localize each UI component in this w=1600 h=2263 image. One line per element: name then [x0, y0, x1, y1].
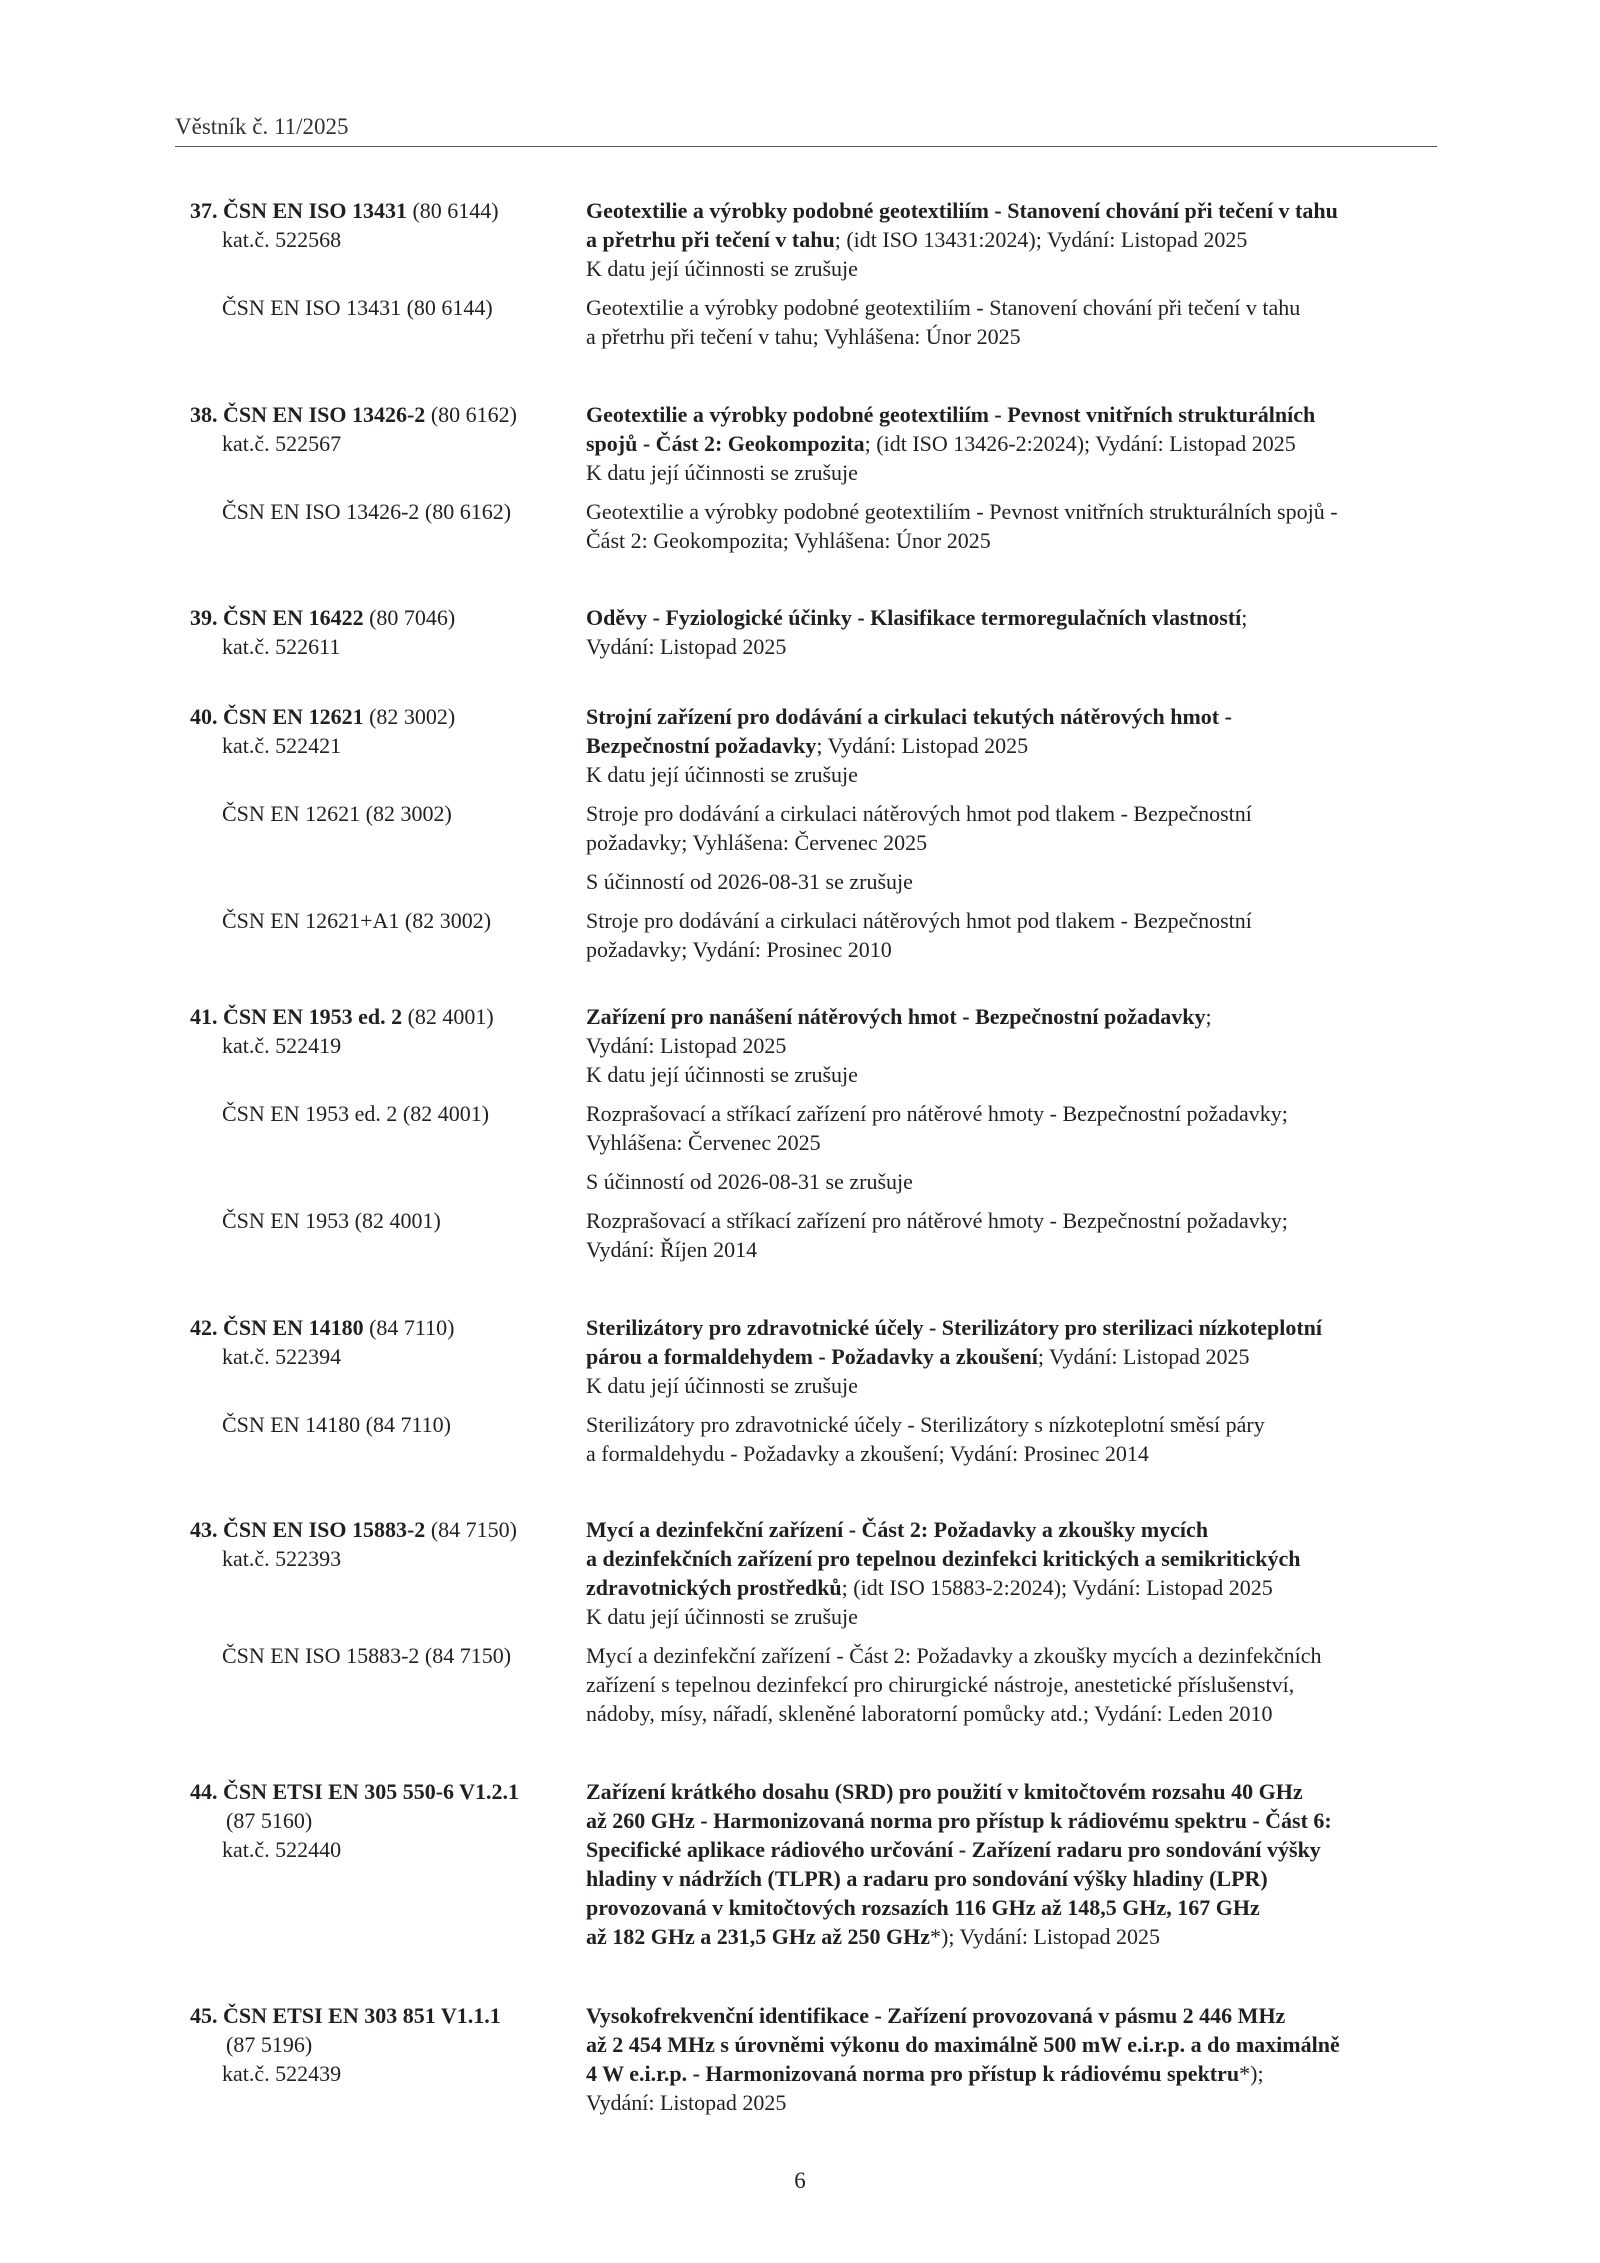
title-text: K datu její účinnosti se zrušuje — [586, 1604, 858, 1629]
standard-identifier — [190, 1777, 580, 1864]
entry-number: 38. — [190, 402, 218, 427]
entry-number: 40. — [190, 704, 218, 729]
replaced-title — [586, 1099, 1440, 1157]
replaced-title-line: a formaldehydu - Požadavky a zkoušení; Vydání: Prosinec 2014 — [586, 1441, 1149, 1466]
replaced-identifier — [190, 497, 580, 526]
title-bold: Vysokofrekvenční identifikace - Zařízení provozovaná v pásmu 2 446 MHz — [586, 2003, 1286, 2028]
replaced-standard — [190, 497, 1440, 555]
standard-number — [190, 1779, 519, 1804]
replaced-code: ČSN EN ISO 13426-2 (80 6162) — [222, 499, 512, 524]
title-line — [586, 2059, 1440, 2088]
replaced-identifier — [190, 293, 580, 322]
standard-entry — [190, 196, 1440, 351]
classification-code: (87 5196) — [226, 2032, 313, 2057]
title-bold: hladiny v nádržích (TLPR) a radaru pro sondování výšky hladiny (LPR) — [586, 1866, 1268, 1891]
replaced-standard — [190, 906, 1440, 964]
title-line — [586, 731, 1440, 760]
standard-identifier — [190, 1515, 580, 1573]
entry-number: 44. — [190, 1779, 218, 1804]
standard-entry — [190, 603, 1440, 661]
entry-number: 43. — [190, 1517, 218, 1542]
classification-code: (84 7110) — [369, 1315, 455, 1340]
title-bold: Mycí a dezinfekční zařízení - Část 2: Požadavky a zkoušky mycích — [586, 1517, 1209, 1542]
title-bold: Strojní zařízení pro dodávání a cirkulaci tekutých nátěrových hmot - — [586, 704, 1232, 729]
standard-title — [586, 400, 1440, 487]
new-standard — [190, 1002, 1440, 1089]
title-bold: Oděvy - Fyziologické účinky - Klasifikace termoregulačních vlastností — [586, 605, 1242, 630]
title-line — [586, 1835, 1440, 1864]
title-text: K datu její účinnosti se zrušuje — [586, 256, 858, 281]
title-text: Vydání: Listopad 2025 — [586, 1033, 787, 1058]
title-line — [586, 760, 1440, 789]
new-standard — [190, 1777, 1440, 1951]
standard-code: ČSN EN ISO 15883-2 — [223, 1517, 426, 1542]
replaced-title-line: Stroje pro dodávání a cirkulaci nátěrových hmot pod tlakem - Bezpečnostní — [586, 908, 1252, 933]
replaced-title — [586, 497, 1440, 555]
standard-entry — [190, 702, 1440, 964]
replaced-code: ČSN EN 12621+A1 (82 3002) — [222, 908, 492, 933]
title-text: ; — [1241, 605, 1248, 630]
replaced-title-line: nádoby, mísy, nářadí, skleněné laboratorní pomůcky atd.; Vydání: Leden 2010 — [586, 1701, 1273, 1726]
standard-code: ČSN EN 1953 ed. 2 — [223, 1004, 403, 1029]
replaced-title-line: Stroje pro dodávání a cirkulaci nátěrových hmot pod tlakem - Bezpečnostní — [586, 801, 1252, 826]
title-bold: a dezinfekčních zařízení pro tepelnou dezinfekci kritických a semikritických — [586, 1546, 1301, 1571]
standard-code-line — [190, 1002, 580, 1031]
title-text: ; (idt ISO 13431:2024); Vydání: Listopad 2025 — [834, 227, 1248, 252]
classification-code: (80 6144) — [412, 198, 499, 223]
title-bold: až 182 GHz a 231,5 GHz až 250 GHz — [586, 1924, 930, 1949]
title-bold: Sterilizátory pro zdravotnické účely - Sterilizátory pro sterilizaci nízkoteplotní — [586, 1315, 1323, 1340]
new-standard — [190, 702, 1440, 789]
replaced-title — [586, 1641, 1440, 1728]
entry-number: 42. — [190, 1315, 218, 1340]
catalog-number: kat.č. 522394 — [222, 1344, 342, 1369]
title-line — [586, 1777, 1440, 1806]
replaced-title — [586, 1410, 1440, 1468]
replaced-title-line: Část 2: Geokompozita; Vyhlášena: Únor 2025 — [586, 528, 991, 553]
title-line — [586, 429, 1440, 458]
replaced-standard — [190, 1410, 1440, 1468]
new-standard — [190, 400, 1440, 487]
standard-code: ČSN EN ISO 13426-2 — [223, 402, 426, 427]
title-bold: spojů - Část 2: Geokompozita — [586, 431, 865, 456]
classification-code: (80 6162) — [430, 402, 517, 427]
classification-code: (84 7150) — [430, 1517, 517, 1542]
title-text: K datu její účinnosti se zrušuje — [586, 762, 858, 787]
title-line — [586, 1544, 1440, 1573]
title-line — [586, 1806, 1440, 1835]
classification-code: (87 5160) — [226, 1808, 313, 1833]
replaced-identifier — [190, 799, 580, 828]
title-bold: Zařízení pro nanášení nátěrových hmot - Bezpečnostní požadavky — [586, 1004, 1206, 1029]
catalog-number: kat.č. 522440 — [222, 1837, 342, 1862]
standard-code: ČSN EN 16422 — [223, 605, 364, 630]
new-standard — [190, 603, 1440, 661]
title-text: ; Vydání: Listopad 2025 — [1037, 1344, 1250, 1369]
standard-identifier — [190, 603, 580, 661]
standard-number — [190, 1517, 425, 1542]
replaced-standard — [190, 1641, 1440, 1728]
catalog-number: kat.č. 522568 — [222, 227, 342, 252]
standard-code-line — [190, 1777, 580, 1806]
classification-code: (82 4001) — [407, 1004, 494, 1029]
new-standard — [190, 2001, 1440, 2117]
replaced-title-line: požadavky; Vyhlášena: Červenec 2025 — [586, 830, 928, 855]
standard-title — [586, 196, 1440, 283]
title-line — [586, 1893, 1440, 1922]
standard-code: ČSN EN 12621 — [223, 704, 364, 729]
standard-entry — [190, 1313, 1440, 1468]
title-text: ; Vydání: Listopad 2025 — [816, 733, 1029, 758]
standard-identifier — [190, 1002, 580, 1060]
title-bold: provozovaná v kmitočtových rozsazích 116 GHz až 148,5 GHz, 167 GHz — [586, 1895, 1260, 1920]
standard-number — [190, 402, 425, 427]
standard-code: ČSN ETSI EN 305 550-6 V1.2.1 — [223, 1779, 520, 1804]
replaced-identifier — [190, 906, 580, 935]
standard-entry — [190, 2001, 1440, 2117]
replaced-standard — [190, 293, 1440, 351]
standard-number — [190, 605, 364, 630]
title-line — [586, 225, 1440, 254]
title-line — [586, 2088, 1440, 2117]
title-line — [586, 1864, 1440, 1893]
new-standard — [190, 196, 1440, 283]
catalog-number: kat.č. 522393 — [222, 1546, 342, 1571]
standard-title — [586, 2001, 1440, 2117]
standard-identifier — [190, 1313, 580, 1371]
catalog-number: kat.č. 522439 — [222, 2061, 342, 2086]
title-line — [586, 702, 1440, 731]
replaced-identifier — [190, 1206, 580, 1235]
title-line — [586, 2030, 1440, 2059]
entry-number: 39. — [190, 605, 218, 630]
withdrawal-note-text: S účinností od 2026-08-31 se zrušuje — [586, 869, 913, 894]
catalog-number: kat.č. 522421 — [222, 733, 342, 758]
replaced-title-line: Mycí a dezinfekční zařízení - Část 2: Požadavky a zkoušky mycích a dezinfekčních — [586, 1643, 1322, 1668]
standard-identifier — [190, 400, 580, 458]
replaced-code: ČSN EN 1953 ed. 2 (82 4001) — [222, 1101, 490, 1126]
withdrawal-note — [190, 1167, 1440, 1196]
replaced-title-line: Rozprašovací a stříkací zařízení pro nátěrové hmoty - Bezpečnostní požadavky; — [586, 1208, 1288, 1233]
title-line — [586, 1602, 1440, 1631]
title-line — [586, 1313, 1440, 1342]
standard-identifier — [190, 196, 580, 254]
replaced-standard — [190, 1099, 1440, 1157]
replaced-title-line: Vyhlášena: Červenec 2025 — [586, 1130, 821, 1155]
standard-entry — [190, 400, 1440, 555]
title-text: Vydání: Listopad 2025 — [586, 2090, 787, 2115]
title-text: Vydání: Listopad 2025 — [586, 634, 787, 659]
standard-code: ČSN EN 14180 — [223, 1315, 364, 1340]
standard-number — [190, 704, 364, 729]
title-bold: 4 W e.i.r.p. - Harmonizovaná norma pro přístup k rádiovému spektru — [586, 2061, 1240, 2086]
header-divider — [175, 146, 1437, 147]
title-text: K datu její účinnosti se zrušuje — [586, 1373, 858, 1398]
title-bold: až 2 454 MHz s úrovněmi výkonu do maximálně 500 mW e.i.r.p. a do maximálně — [586, 2032, 1340, 2057]
replaced-code: ČSN EN ISO 15883-2 (84 7150) — [222, 1643, 512, 1668]
replaced-title-line: a přetrhu při tečení v tahu; Vyhlášena: Únor 2025 — [586, 324, 1021, 349]
title-bold: a přetrhu při tečení v tahu — [586, 227, 835, 252]
new-standard — [190, 1313, 1440, 1400]
title-bold: Geotextilie a výrobky podobné geotextiliím - Stanovení chování při tečení v tahu — [586, 198, 1338, 223]
classification-code: (80 7046) — [369, 605, 456, 630]
title-line — [586, 1002, 1440, 1031]
replaced-title-line: Vydání: Říjen 2014 — [586, 1237, 758, 1262]
title-line — [586, 1515, 1440, 1544]
title-bold: až 260 GHz - Harmonizovaná norma pro přístup k rádiovému spektru - Část 6: — [586, 1808, 1332, 1833]
replaced-identifier — [190, 1410, 580, 1439]
classification-code: (82 3002) — [369, 704, 456, 729]
standard-title — [586, 603, 1440, 661]
standard-title — [586, 702, 1440, 789]
withdrawal-note — [190, 867, 1440, 896]
title-text: K datu její účinnosti se zrušuje — [586, 460, 858, 485]
title-bold: Specifické aplikace rádiového určování - Zařízení radaru pro sondování výšky — [586, 1837, 1321, 1862]
title-text: *); Vydání: Listopad 2025 — [930, 1924, 1160, 1949]
title-line — [586, 1573, 1440, 1602]
replaced-title — [586, 906, 1440, 964]
replaced-identifier — [190, 1641, 580, 1670]
replaced-code: ČSN EN 1953 (82 4001) — [222, 1208, 441, 1233]
title-line — [586, 1922, 1440, 1951]
page-number: 6 — [794, 2168, 806, 2193]
title-text: K datu její účinnosti se zrušuje — [586, 1062, 858, 1087]
standard-code-line — [190, 603, 580, 632]
standard-code-line — [190, 702, 580, 731]
replaced-standard — [190, 799, 1440, 857]
entry-number: 45. — [190, 2003, 218, 2028]
standard-code-line — [190, 1515, 580, 1544]
replaced-title-line: požadavky; Vydání: Prosinec 2010 — [586, 937, 892, 962]
standard-code-line — [190, 1313, 580, 1342]
replaced-title-line: zařízení s tepelnou dezinfekcí pro chirurgické nástroje, anestetické příslušenství, — [586, 1672, 1295, 1697]
replaced-title-line: Geotextilie a výrobky podobné geotextiliím - Pevnost vnitřních strukturálních spojů - — [586, 499, 1338, 524]
catalog-number: kat.č. 522419 — [222, 1033, 342, 1058]
standard-title — [586, 1313, 1440, 1400]
title-bold: Geotextilie a výrobky podobné geotextiliím - Pevnost vnitřních strukturálních — [586, 402, 1316, 427]
title-line — [586, 1371, 1440, 1400]
standard-entry — [190, 1777, 1440, 1951]
standard-title — [586, 1777, 1440, 1951]
replaced-standard — [190, 1206, 1440, 1264]
replaced-identifier — [190, 1099, 580, 1128]
title-line — [586, 603, 1440, 632]
replaced-title-line: Geotextilie a výrobky podobné geotextiliím - Stanovení chování při tečení v tahu — [586, 295, 1301, 320]
entry-number: 41. — [190, 1004, 218, 1029]
replaced-title — [586, 293, 1440, 351]
standard-entry — [190, 1515, 1440, 1728]
replaced-title — [586, 799, 1440, 857]
title-line — [586, 196, 1440, 225]
standard-entry — [190, 1002, 1440, 1264]
title-line — [586, 1342, 1440, 1371]
catalog-number: kat.č. 522611 — [222, 634, 341, 659]
title-bold: Zařízení krátkého dosahu (SRD) pro použití v kmitočtovém rozsahu 40 GHz — [586, 1779, 1303, 1804]
standard-code: ČSN ETSI EN 303 851 V1.1.1 — [223, 2003, 501, 2028]
title-line — [586, 254, 1440, 283]
standard-identifier — [190, 2001, 580, 2088]
title-line — [586, 1060, 1440, 1089]
replaced-title — [586, 1206, 1440, 1264]
title-line — [586, 2001, 1440, 2030]
replaced-code: ČSN EN 12621 (82 3002) — [222, 801, 452, 826]
standard-identifier — [190, 702, 580, 760]
standard-title — [586, 1515, 1440, 1631]
replaced-title-line: Sterilizátory pro zdravotnické účely - Sterilizátory s nízkoteplotní směsí páry — [586, 1412, 1265, 1437]
standard-code-line — [190, 196, 580, 225]
replaced-code: ČSN EN 14180 (84 7110) — [222, 1412, 451, 1437]
standard-number — [190, 2003, 501, 2028]
standard-code-line — [190, 400, 580, 429]
catalog-number: kat.č. 522567 — [222, 431, 342, 456]
title-line — [586, 400, 1440, 429]
title-text: ; (idt ISO 15883-2:2024); Vydání: Listopad 2025 — [841, 1575, 1273, 1600]
replaced-title-line: Rozprašovací a stříkací zařízení pro nátěrové hmoty - Bezpečnostní požadavky; — [586, 1101, 1288, 1126]
title-line — [586, 1031, 1440, 1060]
title-bold: Bezpečnostní požadavky — [586, 733, 817, 758]
withdrawal-note-text: S účinností od 2026-08-31 se zrušuje — [586, 1169, 913, 1194]
entry-number: 37. — [190, 198, 218, 223]
standard-number — [190, 198, 407, 223]
title-line — [586, 632, 1440, 661]
standard-title — [586, 1002, 1440, 1089]
title-text: ; — [1205, 1004, 1212, 1029]
standard-number — [190, 1315, 364, 1340]
journal-header: Věstník č. 11/2025 — [175, 114, 349, 139]
title-bold: zdravotnických prostředků — [586, 1575, 842, 1600]
title-text: *); — [1239, 2061, 1264, 2086]
title-text: ; (idt ISO 13426-2:2024); Vydání: Listopad 2025 — [864, 431, 1296, 456]
title-line — [586, 458, 1440, 487]
standard-code: ČSN EN ISO 13431 — [223, 198, 407, 223]
standard-number — [190, 1004, 402, 1029]
title-bold: párou a formaldehydem - Požadavky a zkoušení — [586, 1344, 1038, 1369]
new-standard — [190, 1515, 1440, 1631]
replaced-code: ČSN EN ISO 13431 (80 6144) — [222, 295, 493, 320]
standard-code-line — [190, 2001, 580, 2030]
